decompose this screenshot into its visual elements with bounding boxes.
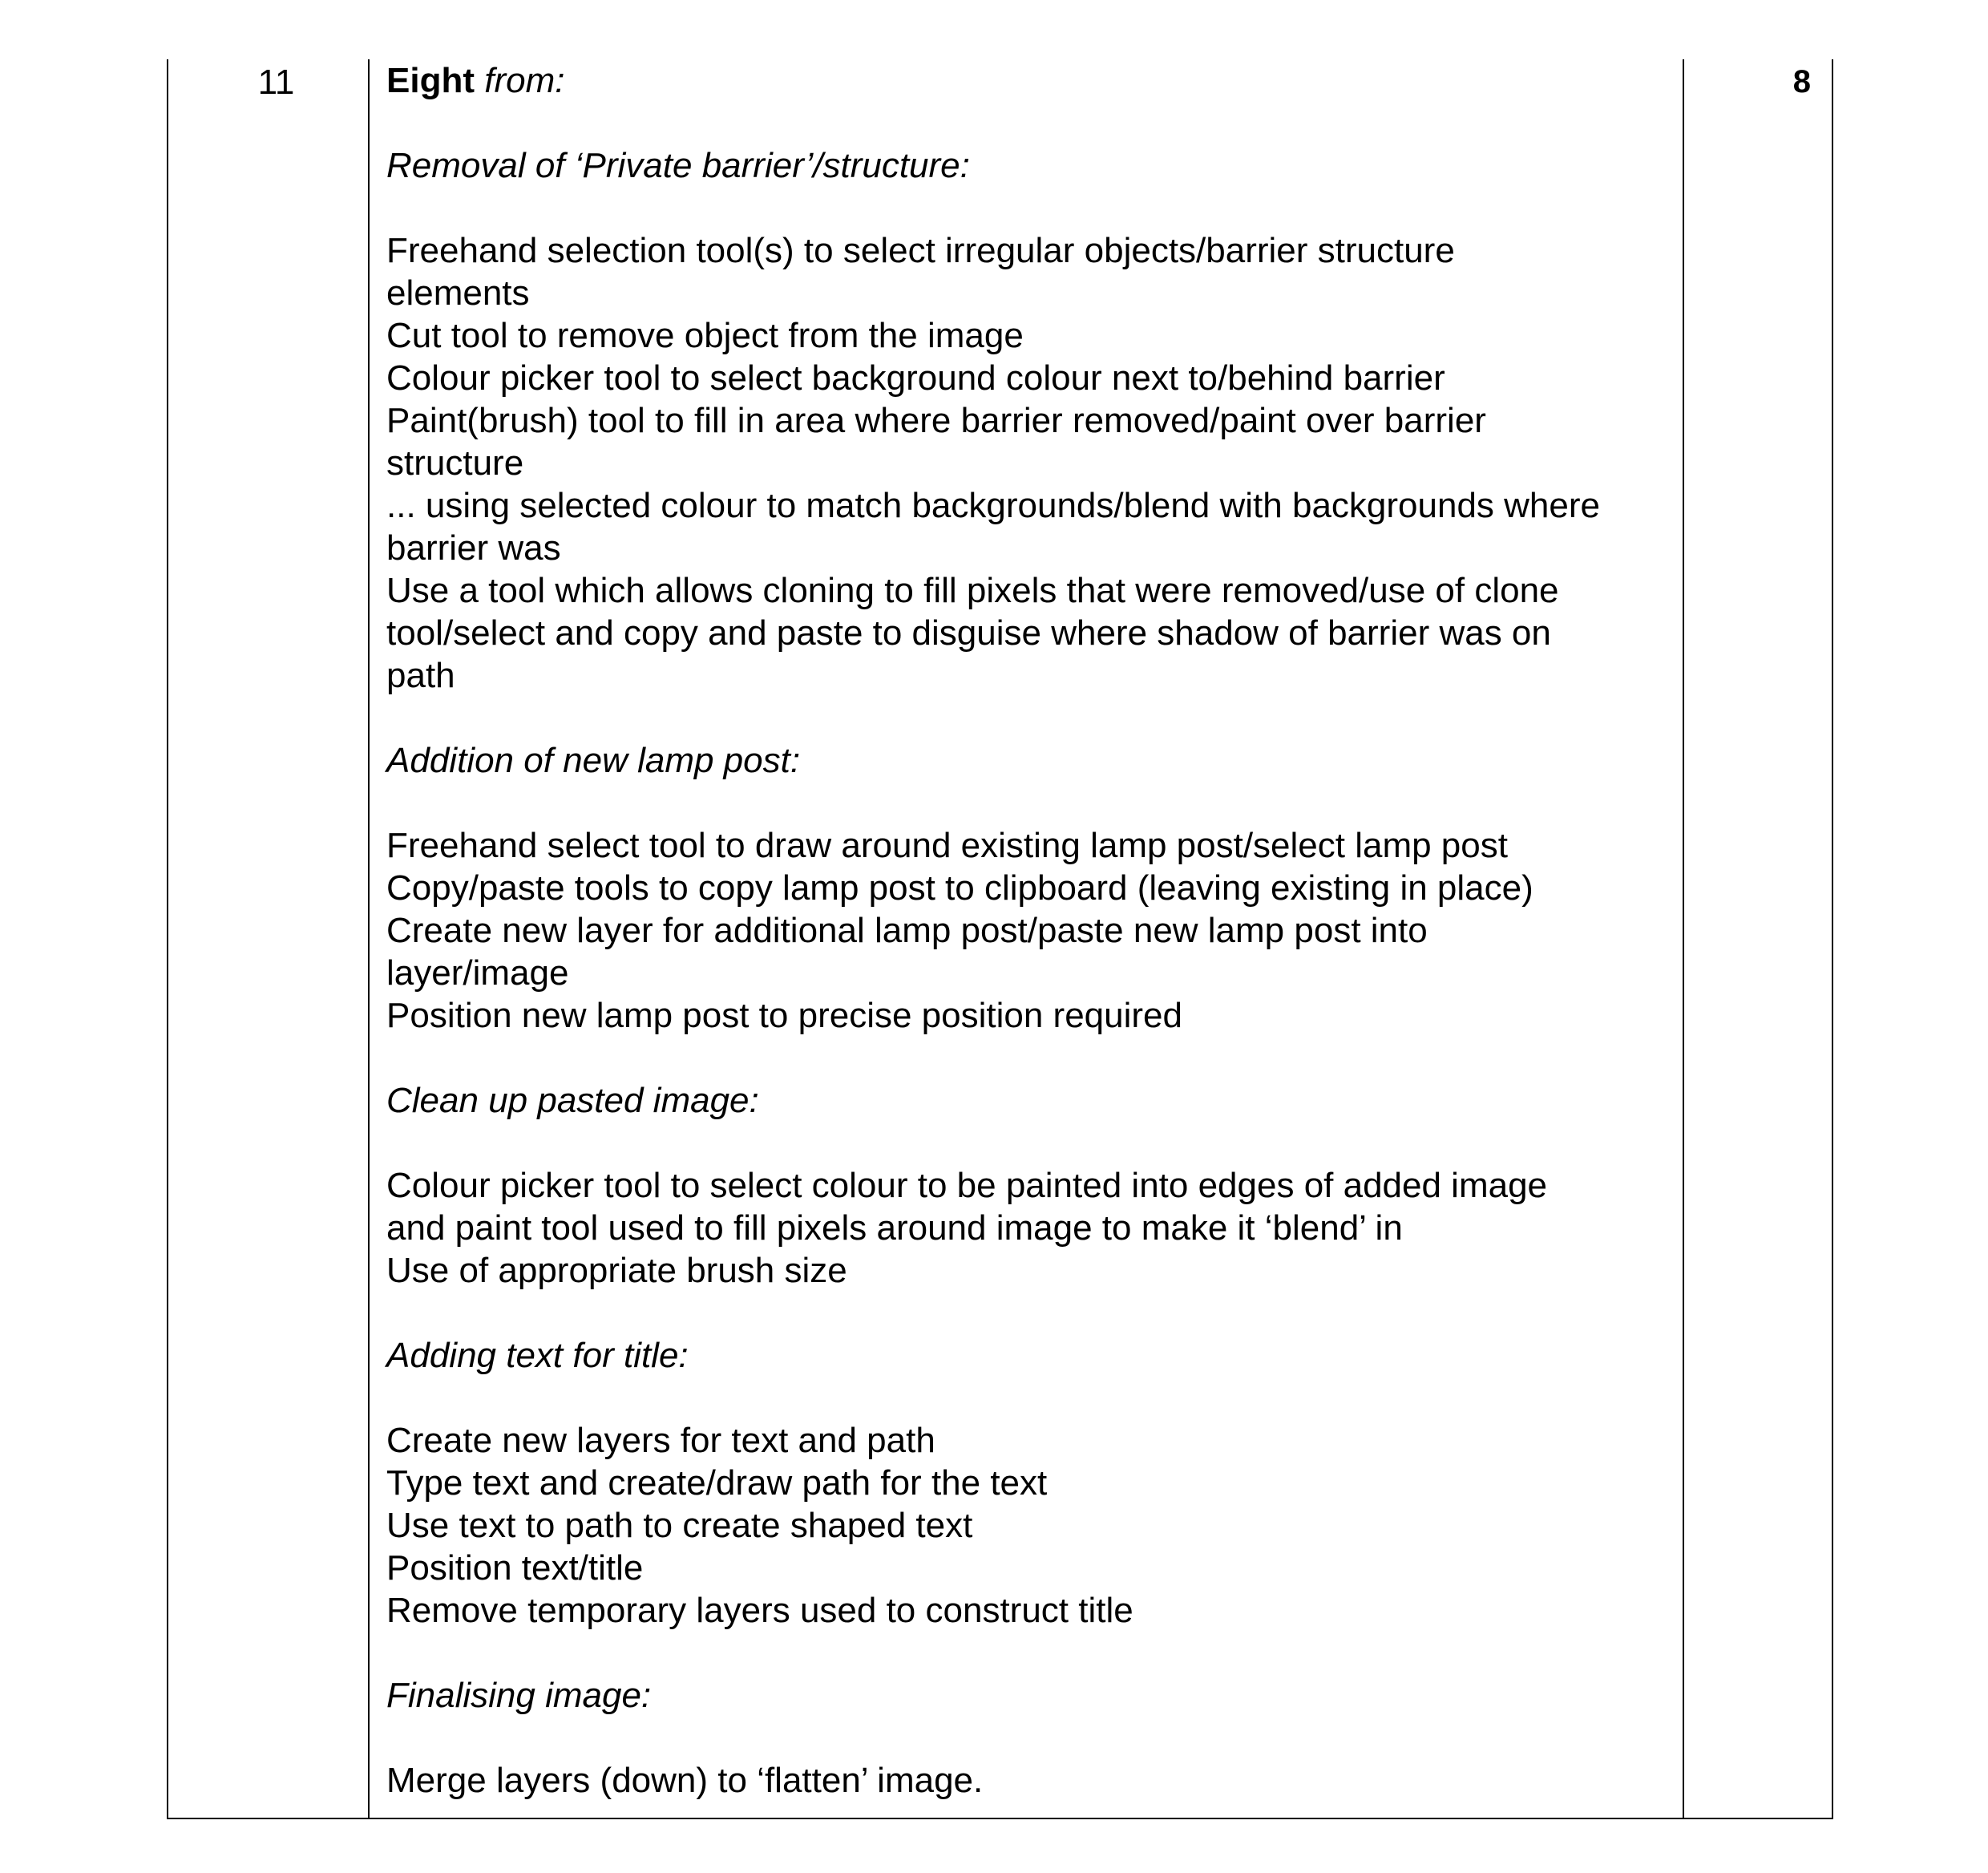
answer-line: layer/image	[386, 953, 569, 993]
section-heading: Adding text for title:	[386, 1336, 689, 1375]
answer-line: barrier was	[386, 528, 561, 568]
answer-line: Freehand select tool to draw around existing lamp post/select lamp post	[386, 826, 1508, 865]
answer-line: Position text/title	[386, 1548, 644, 1588]
answer-line: Merge layers (down) to ‘flatten’ image.	[386, 1761, 984, 1800]
marks-value: 8	[1792, 64, 1811, 99]
answer-line: Copy/paste tools to copy lamp post to clipboard (leaving existing in place)	[386, 868, 1533, 908]
question-number: 11	[257, 63, 295, 102]
answer-line: elements	[386, 273, 530, 313]
answer-line: Use a tool which allows cloning to fill pixels that were removed/use of clone	[386, 571, 1559, 610]
answer-line: and paint tool used to fill pixels around image to make it ‘blend’ in	[386, 1208, 1403, 1248]
column-divider	[368, 59, 370, 1818]
section-heading: Removal of ‘Private barrier’/structure:	[386, 146, 970, 185]
answer-line: path	[386, 656, 455, 695]
column-divider	[1683, 59, 1684, 1818]
answer-line: Use of appropriate brush size	[386, 1251, 847, 1290]
answer-line: tool/select and copy and paste to disguise where shadow of barrier was on	[386, 613, 1551, 653]
answer-line: Create new layer for additional lamp post/paste new lamp post into	[386, 911, 1428, 950]
answer-line: Colour picker tool to select background colour next to/behind barrier	[386, 358, 1445, 398]
answer-line: Type text and create/draw path for the text	[386, 1463, 1048, 1503]
answer-line: Freehand selection tool(s) to select irregular objects/barrier structure	[386, 231, 1455, 270]
section-heading: Finalising image:	[386, 1676, 652, 1715]
answer-line: Use text to path to create shaped text	[386, 1506, 973, 1545]
section-heading: Addition of new lamp post:	[386, 741, 801, 780]
answer-cell	[386, 59, 1669, 1802]
answer-line: Paint(brush) tool to fill in area where barrier removed/paint over barrier	[386, 401, 1486, 440]
section-heading: Clean up pasted image:	[386, 1081, 759, 1120]
answer-line: Position new lamp post to precise position required	[386, 996, 1182, 1035]
answer-intro	[386, 59, 1669, 102]
answer-line: Colour picker tool to select colour to be painted into edges of added image	[386, 1166, 1548, 1205]
answer-line: Remove temporary layers used to construct title	[386, 1591, 1133, 1630]
mark-scheme-table	[167, 59, 1833, 1819]
intro-count: Eight	[386, 61, 475, 100]
answer-line: Cut tool to remove object from the image	[386, 316, 1024, 355]
intro-from: from:	[484, 61, 565, 100]
answer-line: Create new layers for text and path	[386, 1421, 935, 1460]
answer-line: structure	[386, 443, 524, 483]
answer-line: ... using selected colour to match backgrounds/blend with backgrounds where	[386, 486, 1600, 525]
